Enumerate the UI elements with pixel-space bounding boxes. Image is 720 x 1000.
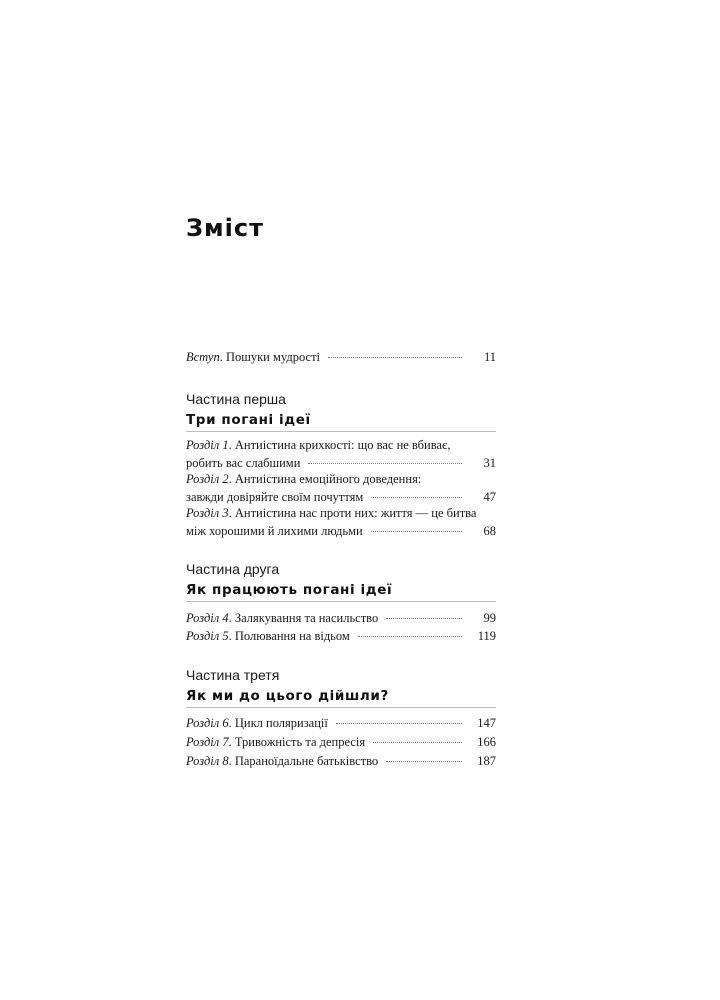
entry-title: . Залякування та насильство bbox=[228, 611, 379, 625]
part-title: Як ми до цього дійшли? bbox=[186, 688, 389, 704]
entry-title: . Антиістина крихкості: що вас не вбиває, bbox=[228, 438, 451, 452]
entry-title: . Пошуки мудрості bbox=[219, 350, 321, 364]
page-number: 187 bbox=[477, 754, 496, 768]
toc-entry-chapter-5[interactable] bbox=[186, 627, 496, 645]
dot-leader bbox=[386, 618, 462, 619]
entry-title: . Антиістина нас проти них: життя — це битва bbox=[228, 506, 477, 520]
page-number: 147 bbox=[477, 716, 496, 730]
page-number: 31 bbox=[483, 456, 496, 470]
entry-prefix: Розділ 5 bbox=[186, 629, 229, 643]
entry-prefix: Розділ 1 bbox=[186, 438, 229, 452]
entry-prefix: Вступ bbox=[186, 350, 220, 364]
divider bbox=[186, 707, 496, 708]
page-number: 47 bbox=[483, 490, 496, 504]
entry-title: . Цикл поляризації bbox=[228, 716, 328, 730]
toc-entry-intro[interactable] bbox=[186, 348, 496, 366]
entry-title: . Параноїдальне батьківство bbox=[228, 754, 379, 768]
dot-leader bbox=[371, 531, 462, 532]
part-label: Частина третя bbox=[186, 667, 280, 683]
entry-title: . Тривожність та депресія bbox=[228, 735, 366, 749]
toc-entry-chapter-8[interactable] bbox=[186, 752, 496, 770]
entry-prefix: Розділ 8 bbox=[186, 754, 229, 768]
toc-entry-chapter-4[interactable] bbox=[186, 609, 496, 627]
dot-leader bbox=[358, 636, 462, 637]
entry-title: . Полювання на відьом bbox=[228, 629, 350, 643]
toc-entry-chapter-7[interactable] bbox=[186, 733, 496, 751]
entry-prefix: Розділ 7 bbox=[186, 735, 229, 749]
entry-title: . Антиістина емоційного доведення: bbox=[228, 472, 422, 486]
entry-title-cont: робить вас слабшими bbox=[186, 456, 301, 470]
toc-entry-chapter-6[interactable] bbox=[186, 714, 496, 732]
divider bbox=[186, 601, 496, 602]
dot-leader bbox=[373, 742, 462, 743]
entry-title-cont: між хорошими й лихими людьми bbox=[186, 524, 363, 538]
dot-leader bbox=[328, 357, 462, 358]
dot-leader bbox=[371, 497, 462, 498]
page-number: 166 bbox=[477, 735, 496, 749]
part-title: Як працюють погані ідеї bbox=[186, 582, 393, 598]
entry-prefix: Розділ 2 bbox=[186, 472, 229, 486]
toc-entry-chapter-1[interactable] bbox=[186, 436, 496, 472]
dot-leader bbox=[308, 463, 462, 464]
page-title: Зміст bbox=[186, 214, 265, 242]
dot-leader bbox=[386, 761, 462, 762]
part-title: Три погані ідеї bbox=[186, 412, 311, 428]
page-number: 119 bbox=[477, 629, 496, 643]
entry-prefix: Розділ 6 bbox=[186, 716, 229, 730]
toc-entry-chapter-3[interactable] bbox=[186, 504, 496, 540]
page-number: 99 bbox=[483, 611, 496, 625]
dot-leader bbox=[336, 723, 462, 724]
toc-entry-chapter-2[interactable] bbox=[186, 470, 496, 506]
entry-title-cont: завжди довіряйте своїм почуттям bbox=[186, 490, 364, 504]
entry-prefix: Розділ 3 bbox=[186, 506, 229, 520]
part-label: Частина перша bbox=[186, 391, 286, 407]
page-number: 11 bbox=[483, 350, 496, 364]
entry-prefix: Розділ 4 bbox=[186, 611, 229, 625]
toc-line bbox=[186, 348, 496, 366]
page-number: 68 bbox=[483, 524, 496, 538]
part-label: Частина друга bbox=[186, 561, 280, 577]
divider bbox=[186, 431, 496, 432]
